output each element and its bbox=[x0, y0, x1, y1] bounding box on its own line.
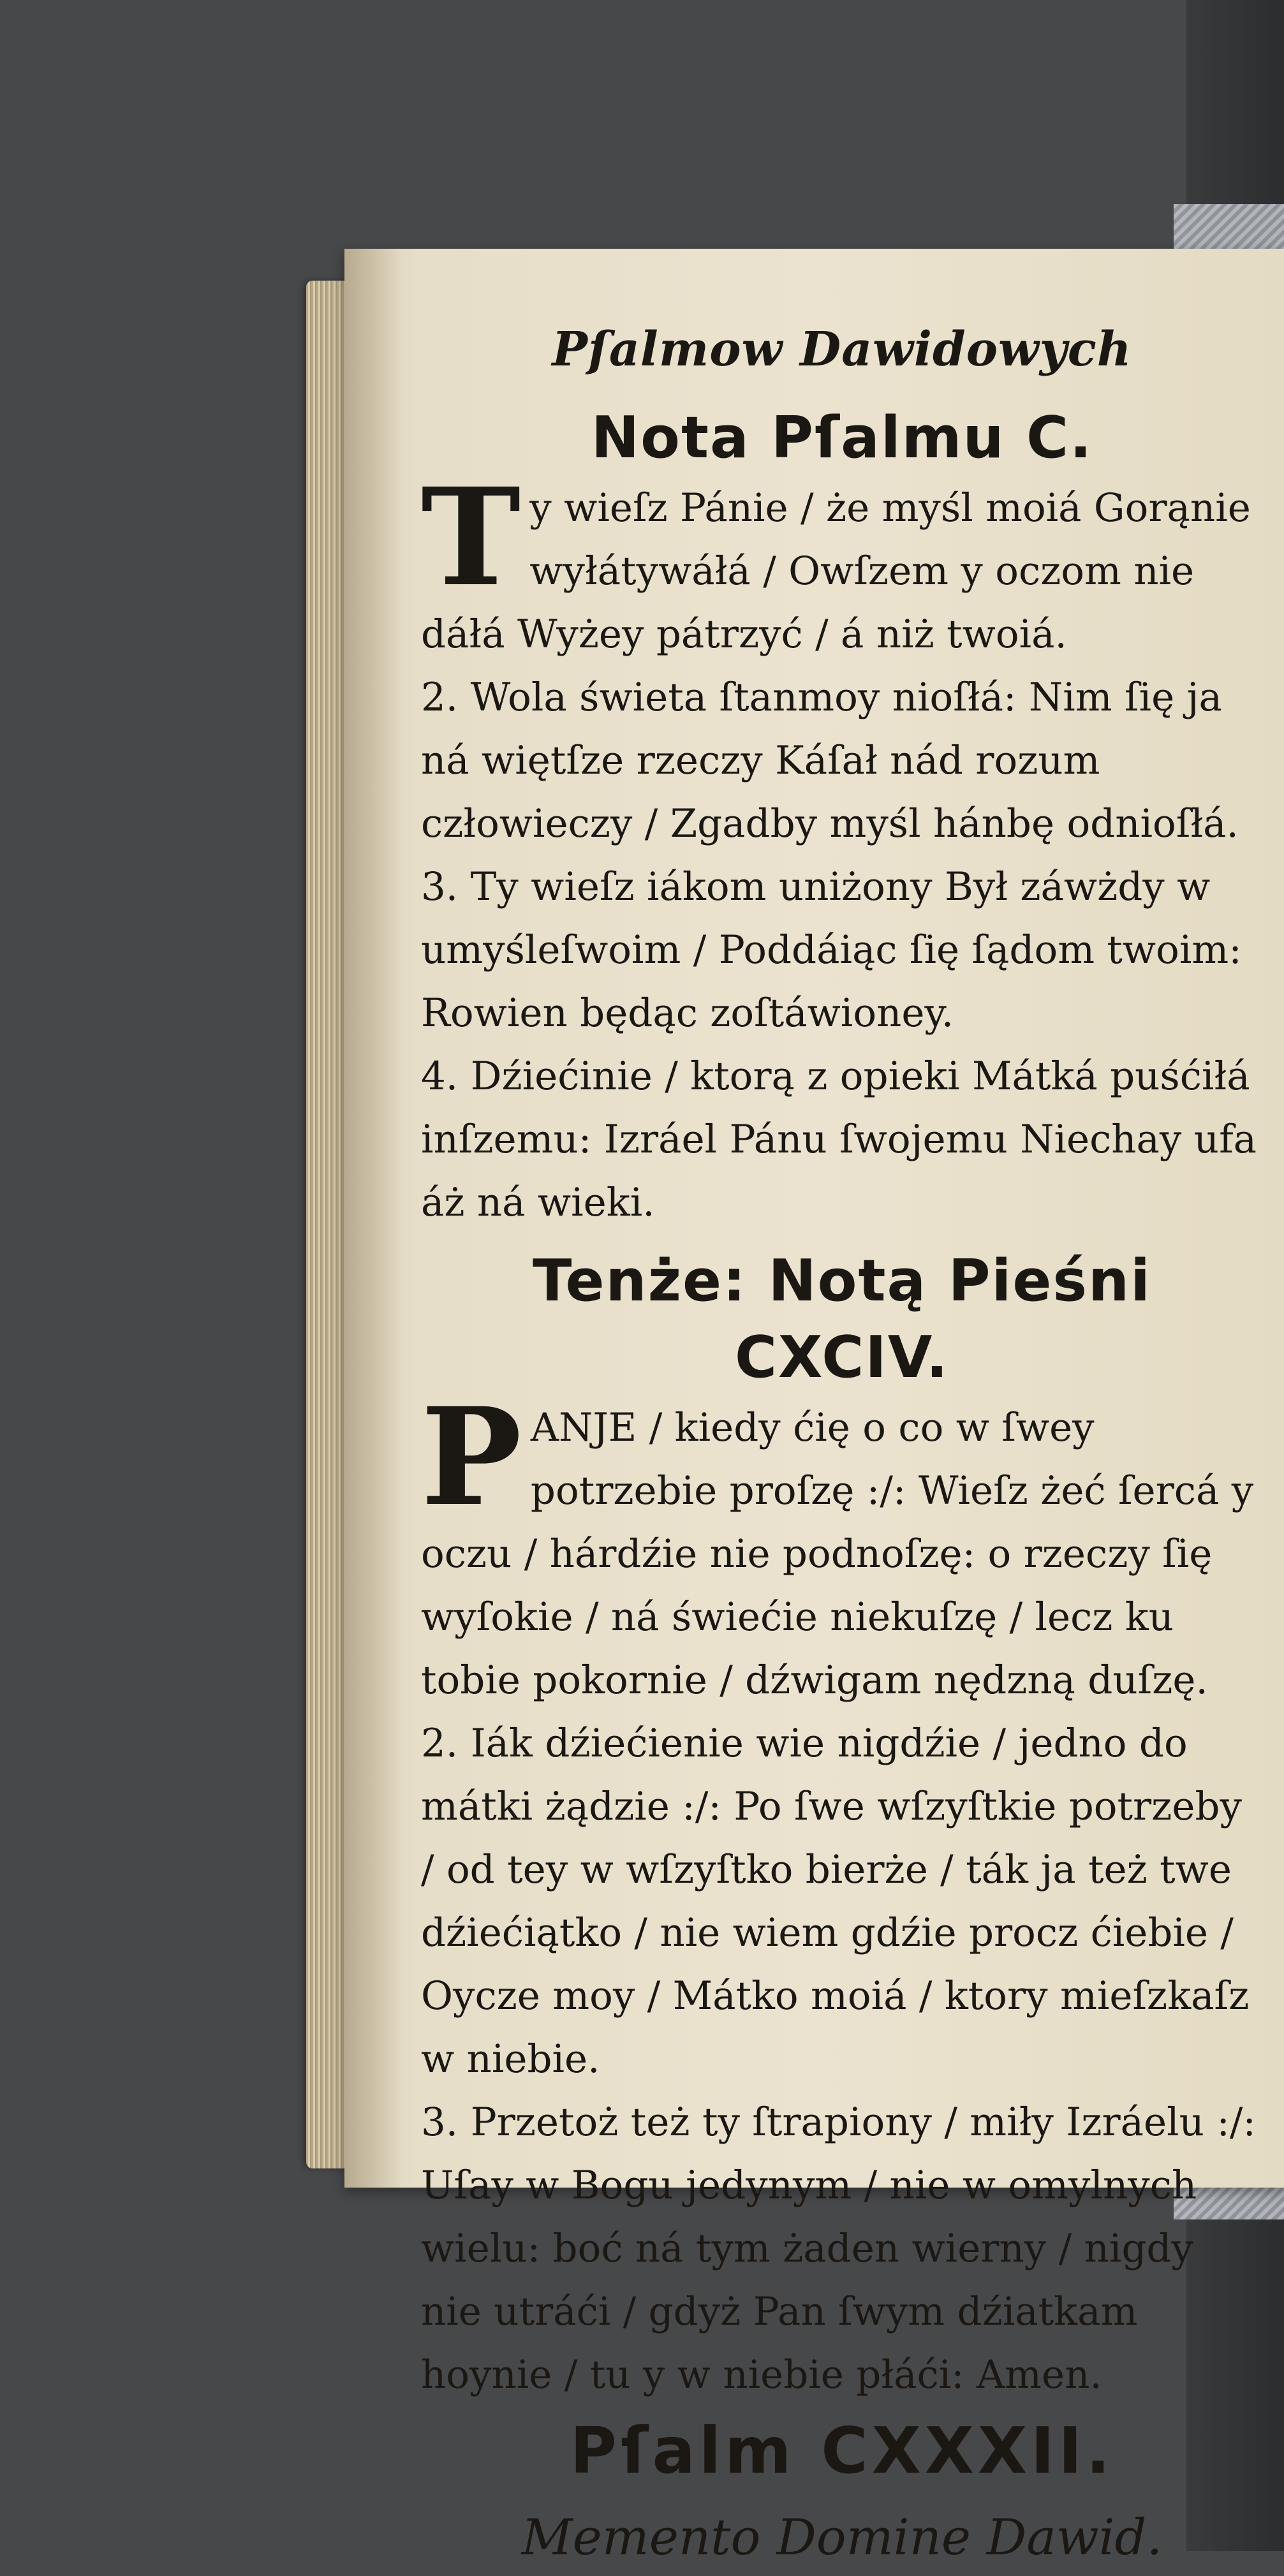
psalm-incipit: Memento Domine Dawid. bbox=[521, 2509, 1163, 2566]
verse-2: 2. Wola świeta ſtanmoy nioſłá: Nim ſię ja ná więtſze rzeczy Káſał nád rozum człowieczy / Zgadby myśl hánbę odnioſłá. bbox=[421, 675, 1239, 846]
section-song-cxciv bbox=[421, 1243, 1263, 2406]
section-heading: Nota Pſalmu C. bbox=[591, 404, 1093, 471]
verse-1: PANJE / kiedy ćię o co w ſwey potrzebie proſzę :/: Wieſz żeć ſercá y oczu / hárdźie nie podnoſzę: o rzeczy ſię wyſokie / ná świećie niekuſzę / lecz ku tobie pokornie / dźwigam nędzną duſzę. bbox=[421, 1378, 1254, 1703]
drop-cap: T bbox=[421, 459, 521, 616]
running-head: Pſalmow Dawidowych bbox=[552, 322, 1132, 377]
cloth-strip-top bbox=[1174, 204, 1284, 249]
section-psalm-cxxxii bbox=[421, 2413, 1263, 2576]
verse-2: 2. Iák dźiećienie wie nigdźie / jedno do mátki żądzie :/: Po ſwe wſzyſtkie potrzeby / od tey w wſzyſtko bierże / ták ja też twe dźiećiątko / nie wiem gdźie procz ćiebie / Oycze moy / Mátko moiá / ktory mieſzkaſz w niebie. bbox=[421, 1721, 1250, 2082]
section-psalm-c bbox=[421, 400, 1263, 1234]
section-heading: Pſalm CXXXII. bbox=[570, 2413, 1114, 2488]
drop-cap: P bbox=[421, 1378, 522, 1536]
verse-3: 3. Przetoż też ty ſtrapiony / miły Izráelu :/: Uſay w Bogu jedynym / nie w omylnych wielu: boć ná tym żaden wierny / nigdy nie utráći / gdyż Pan ſwym dźiatkam hoynie / tu y w niebie płáći: Amen. bbox=[421, 2100, 1256, 2397]
verse-4: 4. Dźiećinie / ktorą z opieki Mátká puśćiłá inſzemu: Izráel Pánu ſwojemu Niechay ufa áż ná wieki. bbox=[421, 1054, 1257, 1225]
page-text bbox=[421, 322, 1263, 2576]
section-heading: Tenże: Notą Pieśni CXCIV. bbox=[533, 1248, 1151, 1391]
verse-1: Ty wieſz Pánie / że myśl moiá Gorąnie wyłátywáłá / Owſzem y oczom nie dáłá Wyżey pátrzyć / á niż twoiá. bbox=[421, 459, 1251, 657]
verse-3: 3. Ty wieſz iákom uniżony Był záwżdy w umyśleſwoim / Poddáiąc ſię ſądom twoim: Rowien będąc zoſtáwioney. bbox=[421, 864, 1242, 1036]
